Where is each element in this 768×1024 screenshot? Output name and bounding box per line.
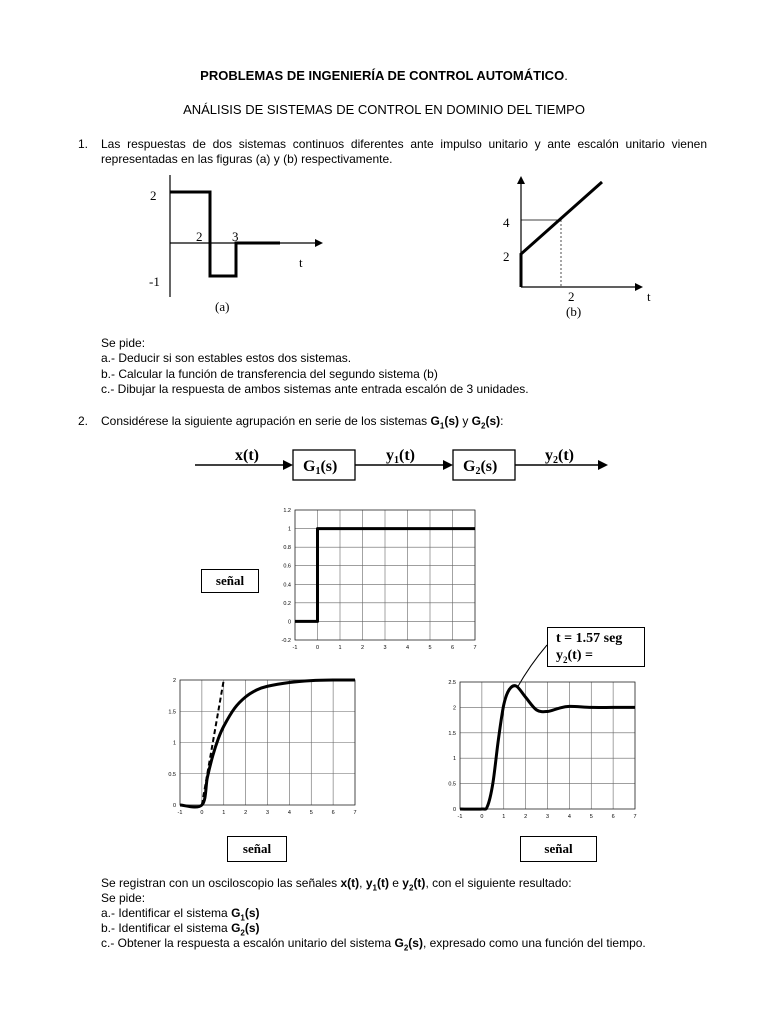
signal-label-top: señal <box>201 569 259 593</box>
annotation-pointer <box>505 640 555 695</box>
fig-b-axis-t: t <box>647 289 651 304</box>
fig-a-xlabel-3: 3 <box>232 229 239 244</box>
x-tick-label: 6 <box>611 814 615 820</box>
block2-s: (s) <box>480 458 498 475</box>
chart-bottom-left <box>150 670 375 830</box>
y-tick-label: 1.2 <box>283 508 291 514</box>
annotation-box <box>547 627 645 667</box>
g1-label: G <box>430 414 440 428</box>
annotation-rest: (t) = <box>567 648 593 663</box>
problem-2-ask-c <box>101 936 646 955</box>
problem-2-number: 2. <box>78 414 89 428</box>
y-tick-label: 0.5 <box>168 771 176 778</box>
y-tick-label: 1.5 <box>448 730 456 737</box>
x-tick-label: -1 <box>457 814 463 820</box>
signal-label-left: señal <box>227 836 287 862</box>
page-title-end: . <box>564 68 568 83</box>
signal-y1-label <box>386 447 415 466</box>
annotation-y: y <box>556 648 563 663</box>
fig-a-ylabel-2: 2 <box>150 188 157 203</box>
x-tick-label: 7 <box>353 810 357 816</box>
rec-y2-t: (t) <box>413 876 426 890</box>
ask-b-sub: 2 <box>240 928 245 938</box>
figure-a <box>140 175 330 320</box>
fig-b-ylabel-2: 2 <box>503 249 510 264</box>
x-tick-label: 2 <box>360 645 365 651</box>
rec-y2-sub: 2 <box>408 883 414 893</box>
x-tick-label: 7 <box>633 814 637 820</box>
ask-a-sub: 1 <box>240 913 245 923</box>
ask-b-text: b.- Identificar el sistema <box>101 921 232 935</box>
figure-b <box>495 172 670 322</box>
x-tick-label: 1 <box>222 810 226 816</box>
y-tick-label: 1 <box>287 526 291 533</box>
y-tick-label: 1 <box>452 756 456 763</box>
rec-y1-t: (t) <box>376 876 389 890</box>
fig-a-xlabel-2: 2 <box>196 229 203 244</box>
block1-s: (s) <box>320 458 338 475</box>
block-g2-label <box>463 458 497 477</box>
ask-c-sub: 2 <box>403 943 409 953</box>
y-tick-label: -0.2 <box>281 638 291 644</box>
g1-sub: 1 <box>439 421 445 431</box>
ask-c-s: (s) <box>408 936 423 950</box>
ask-c-g: G <box>394 936 404 950</box>
y1-label: y <box>386 447 394 464</box>
x-tick-label: 2 <box>244 810 248 816</box>
y-tick-label: 0.2 <box>283 600 291 607</box>
block-diagram <box>195 440 615 492</box>
y-tick-label: 1.5 <box>168 709 176 716</box>
y2-sub: 2 <box>553 455 558 466</box>
fig-b-xlabel-2: 2 <box>568 289 575 304</box>
rec-and: e <box>388 876 403 890</box>
ask-c-text: c.- Obtener la respuesta a escalón unitario del sistema <box>101 936 395 950</box>
x-tick-label: 4 <box>287 810 291 816</box>
block-g1-label <box>303 458 337 477</box>
ask-a-s: (s) <box>244 906 260 920</box>
rec-y2: y <box>402 876 409 890</box>
g1-s: (s) <box>444 414 459 428</box>
block1-g: G <box>303 458 316 475</box>
rec-sep: , <box>359 876 366 890</box>
fig-a-ylabel-neg1: -1 <box>149 274 160 289</box>
g2-label: G <box>471 414 482 428</box>
ask-c-end: , expresado como una función del tiempo. <box>422 936 646 950</box>
y2-t: (t) <box>558 447 574 464</box>
problem-2-recorded <box>101 876 572 895</box>
y-tick-label: 0 <box>172 803 176 809</box>
fig-b-caption: (b) <box>566 304 582 319</box>
rec-end: , con el siguiente resultado: <box>425 876 572 890</box>
fig-a-caption: (a) <box>215 299 230 314</box>
ask-a-g: G <box>231 906 241 920</box>
ask-b-g: G <box>231 921 241 935</box>
x-tick-label: 3 <box>383 645 387 651</box>
rec-x: x(t) <box>340 876 360 890</box>
x-tick-label: 6 <box>450 645 455 651</box>
x-tick-label: -1 <box>292 645 298 651</box>
problem-1-asks-intro: Se pide: <box>101 336 146 350</box>
x-tick-label: 5 <box>309 810 313 816</box>
signal-y2-label <box>545 447 574 466</box>
y-tick-label: 2.5 <box>448 680 456 686</box>
y-tick-label: 2 <box>452 705 456 712</box>
colon-text: : <box>500 414 504 428</box>
x-tick-label: -1 <box>177 810 183 816</box>
x-tick-label: 1 <box>338 645 342 651</box>
y-tick-label: 0 <box>287 619 291 626</box>
y-tick-label: 0.8 <box>283 545 291 552</box>
x-tick-label: 0 <box>315 645 320 651</box>
fig-b-ylabel-4: 4 <box>503 215 510 230</box>
rec-y1-sub: 1 <box>372 883 377 893</box>
page-title <box>0 68 768 83</box>
block1-sub: 1 <box>315 466 321 477</box>
x-tick-label: 7 <box>473 645 477 651</box>
signal-label-right: señal <box>520 836 597 862</box>
and-text: y <box>459 414 472 428</box>
x-tick-label: 6 <box>331 810 335 816</box>
annotation-sub: 2 <box>563 654 568 665</box>
x-tick-label: 0 <box>480 814 484 820</box>
chart-bottom-right <box>430 672 655 834</box>
y-tick-label: 0 <box>452 807 456 813</box>
problem-1-number: 1. <box>78 137 89 151</box>
annotation-line2 <box>556 647 644 669</box>
x-tick-label: 4 <box>405 645 410 651</box>
x-tick-label: 1 <box>502 814 506 820</box>
y-tick-label: 1 <box>172 740 176 747</box>
x-tick-label: 0 <box>200 810 204 816</box>
x-tick-label: 3 <box>545 814 550 820</box>
y1-t: (t) <box>399 447 415 464</box>
x-tick-label: 3 <box>265 810 270 816</box>
y-tick-label: 0.5 <box>448 781 456 788</box>
block2-sub: 2 <box>475 466 481 477</box>
problem-1-ask-b: b.- Calcular la función de transferencia del segundo sistema (b) <box>101 367 438 381</box>
ask-b-s: (s) <box>244 921 260 935</box>
problem-2-intro <box>101 414 503 433</box>
problem-1-ask-c: c.- Dibujar la respuesta de ambos sistemas ante entrada escalón de 3 unidades. <box>101 382 529 396</box>
g2-s: (s) <box>485 414 501 428</box>
problem-1-ask-a: a.- Deducir si son estables estos dos sistemas. <box>101 351 352 365</box>
fig-a-axis-t: t <box>299 255 303 270</box>
x-tick-label: 2 <box>524 814 528 820</box>
chart-top-step <box>265 500 495 660</box>
ask-a-text: a.- Identificar el sistema <box>101 906 232 920</box>
rec-y1: y <box>365 876 373 890</box>
y-tick-label: 0.4 <box>283 582 291 589</box>
x-tick-label: 4 <box>567 814 571 820</box>
block2-g: G <box>463 458 476 475</box>
problem-2-asks-intro: Se pide: <box>101 891 146 905</box>
signal-x-label: x(t) <box>235 447 259 464</box>
g2-sub: 2 <box>481 421 486 431</box>
annotation-line1: t = 1.57 seg <box>556 631 623 646</box>
x-tick-label: 5 <box>428 645 432 651</box>
y-tick-label: 0.6 <box>283 563 291 570</box>
page-subtitle: ANÁLISIS DE SISTEMAS DE CONTROL EN DOMINIO DEL TIEMPO <box>183 102 585 117</box>
page-title-text: PROBLEMAS DE INGENIERÍA DE CONTROL AUTOMÁTICO <box>200 68 565 83</box>
y1-sub: 1 <box>394 455 399 466</box>
problem-1-text: Las respuestas de dos sistemas continuos diferentes ante impulso unitario y ante escalón unitario vienen representadas en las figuras (a) y (b) respectivamente. <box>101 137 707 166</box>
x-tick-label: 5 <box>589 814 593 820</box>
recorded-text: Se registran con un osciloscopio las señales <box>101 876 341 890</box>
problem-2-intro-text: Considérese la siguiente agrupación en serie de los sistemas <box>101 414 431 428</box>
y2-label: y <box>545 447 553 464</box>
y-tick-label: 2 <box>172 678 176 684</box>
